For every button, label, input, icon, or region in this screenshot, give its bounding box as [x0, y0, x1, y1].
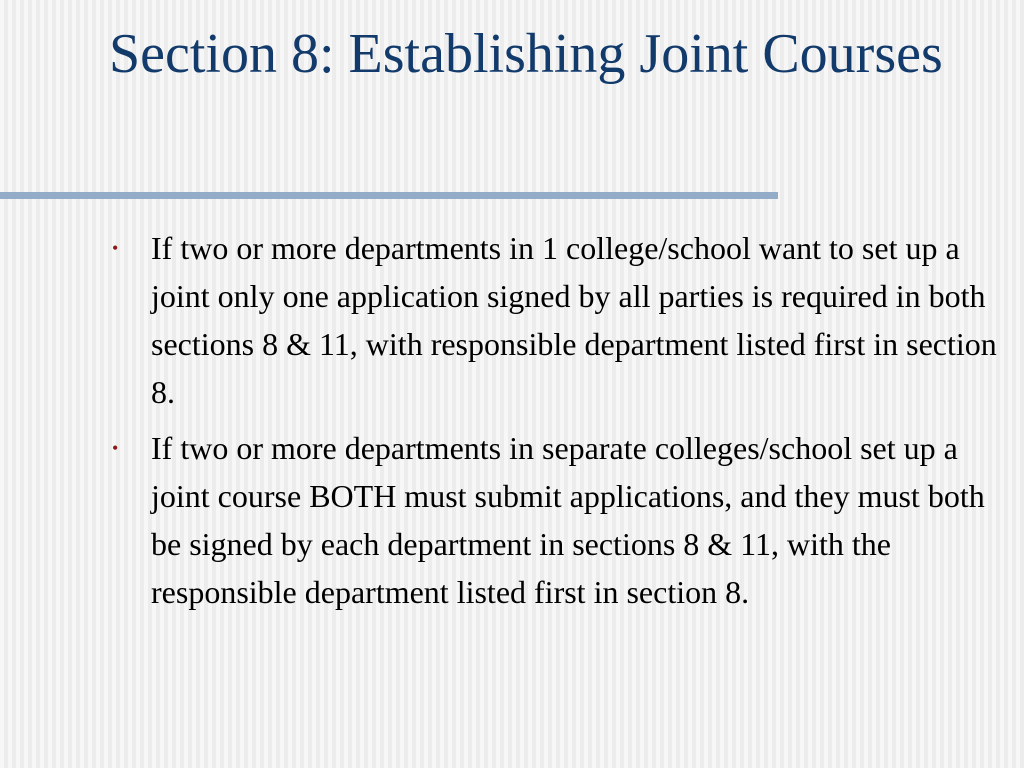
bullet-text: If two or more departments in 1 college/school want to set up a joint only one application signed by all parties is required in both sections 8 & 11, with responsible department listed first in section 8.	[151, 230, 997, 410]
bullet-list	[112, 224, 1002, 624]
title-divider	[0, 192, 778, 199]
bullet-text: If two or more departments in separate colleges/school set up a joint course BOTH must submit applications, and they must both be signed by each department in sections 8 & 11, with the responsible department listed first in section 8.	[151, 430, 985, 610]
slide-title: Section 8: Establishing Joint Courses	[109, 23, 943, 85]
bullet-item	[112, 424, 1002, 616]
bullet-dot-icon: •	[112, 238, 119, 258]
bullet-dot-icon: •	[112, 438, 119, 458]
bullet-item	[112, 224, 1002, 416]
